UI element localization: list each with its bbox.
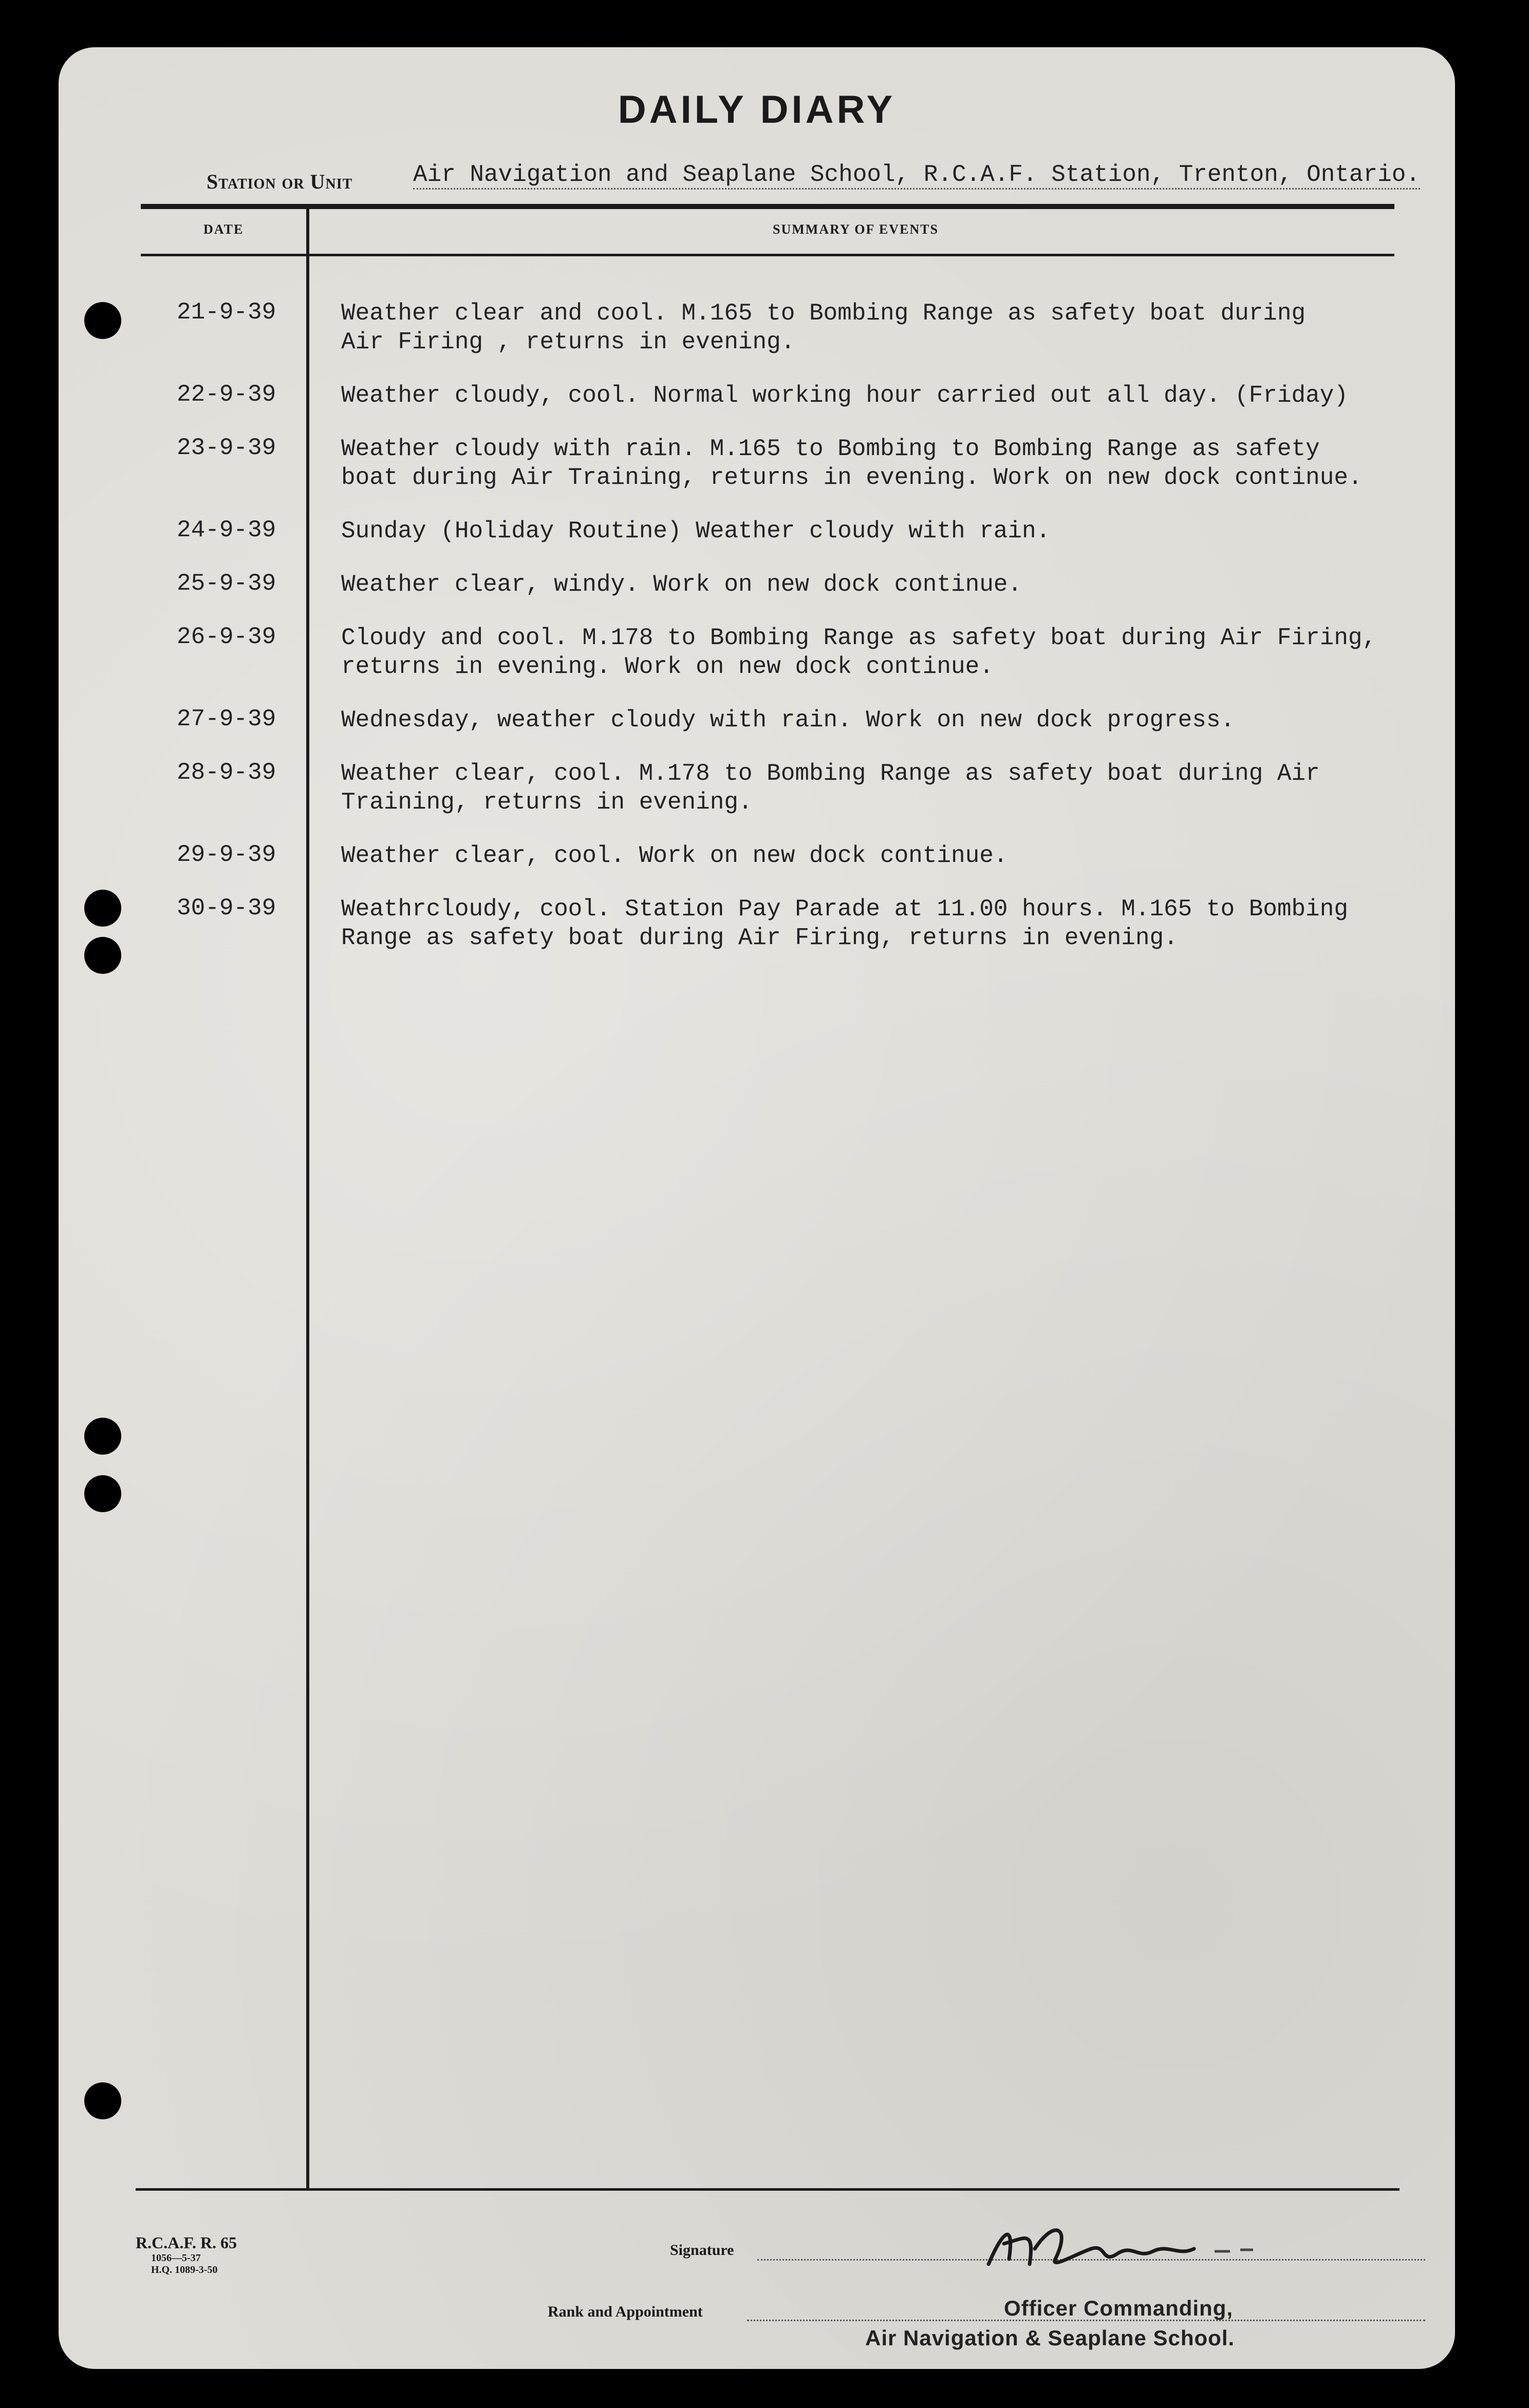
binder-hole	[84, 1418, 121, 1455]
bottom-rule	[136, 2188, 1400, 2191]
page-title: DAILY DIARY	[618, 88, 896, 131]
entry-summary: Weather cloudy, cool. Normal working hour carried out all day. (Friday)	[341, 382, 1348, 409]
diary-entry	[59, 759, 1455, 817]
diary-page	[59, 47, 1455, 2369]
diary-entry	[59, 895, 1455, 952]
header-rule	[141, 254, 1394, 256]
entry-summary: Weather clear, cool. M.178 to Bombing Range as safety boat during Air Training, returns in evening.	[341, 760, 1320, 816]
station-value: Air Navigation and Seaplane School, R.C.A.F. Station, Trenton, Ontario.	[413, 161, 1420, 190]
entry-summary: Weather clear and cool. M.165 to Bombing Range as safety boat during Air Firing , returns in evening.	[341, 300, 1306, 355]
entry-date: 21-9-39	[177, 299, 276, 326]
date-column-header: DATE	[203, 222, 244, 237]
entry-summary: Sunday (Holiday Routine) Weather cloudy with rain.	[341, 518, 1051, 544]
diary-entry	[59, 624, 1455, 681]
diary-entry	[59, 299, 1455, 356]
binder-hole	[84, 2082, 121, 2119]
entry-summary: Weather clear, windy. Work on new dock continue.	[341, 571, 1022, 598]
entry-date: 26-9-39	[177, 624, 276, 650]
diary-entry	[59, 435, 1455, 492]
diary-entry	[59, 570, 1455, 599]
form-code: H.Q. 1089-3-50	[151, 2264, 218, 2275]
diary-entry	[59, 517, 1455, 545]
rank-value: Officer Commanding,	[1004, 2296, 1234, 2320]
form-code: 1056—5-37	[151, 2252, 201, 2264]
form-identifier	[136, 2233, 237, 2276]
diary-entries	[59, 299, 1455, 977]
entry-date: 22-9-39	[177, 381, 276, 408]
diary-entry	[59, 706, 1455, 735]
entry-summary: Weather clear, cool. Work on new dock continue.	[341, 842, 1008, 869]
handwritten-signature	[973, 2208, 1261, 2285]
entry-summary: Wednesday, weather cloudy with rain. Work on new dock progress.	[341, 707, 1235, 733]
unit-value: Air Navigation & Seaplane School.	[865, 2326, 1235, 2350]
station-label: Station or Unit	[207, 170, 353, 193]
summary-column-header: SUMMARY OF EVENTS	[773, 222, 939, 237]
binder-hole	[84, 1475, 121, 1512]
entry-date: 29-9-39	[177, 841, 276, 868]
entry-date: 23-9-39	[177, 435, 276, 461]
form-number: R.C.A.F. R. 65	[136, 2233, 237, 2252]
top-rule	[141, 204, 1394, 209]
entry-date: 28-9-39	[177, 759, 276, 786]
entry-date: 30-9-39	[177, 895, 276, 921]
entry-date: 27-9-39	[177, 706, 276, 732]
entry-date: 24-9-39	[177, 517, 276, 543]
diary-entry	[59, 381, 1455, 410]
signature-label: Signature	[670, 2242, 734, 2259]
entry-summary: Weathrcloudy, cool. Station Pay Parade at 11.00 hours. M.165 to Bombing Range as safety boat during Air Firing, returns in evening.	[341, 896, 1348, 951]
entry-date: 25-9-39	[177, 570, 276, 597]
rank-label: Rank and Appointment	[548, 2303, 703, 2320]
entry-summary: Weather cloudy with rain. M.165 to Bombing to Bombing Range as safety boat during Air Training, returns in evening. Work on new dock continue.	[341, 436, 1363, 491]
entry-summary: Cloudy and cool. M.178 to Bombing Range as safety boat during Air Firing, returns in evening. Work on new dock continue.	[341, 625, 1377, 680]
diary-entry	[59, 841, 1455, 870]
